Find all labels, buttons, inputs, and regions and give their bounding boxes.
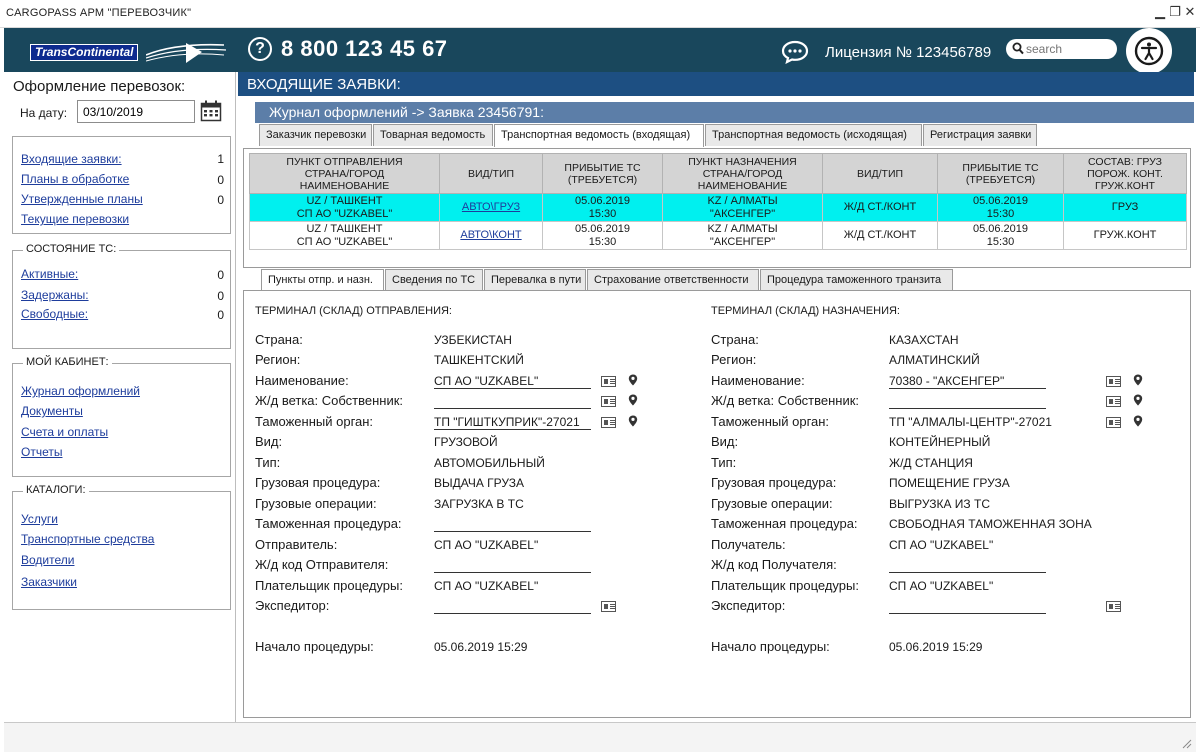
- close-icon[interactable]: ✕: [1184, 4, 1196, 19]
- tab-customs-transit[interactable]: Процедура таможенного транзита: [760, 269, 953, 291]
- departure-sender-label: Отправитель:: [255, 537, 338, 552]
- departure-kind-value: ГРУЗОВОЙ: [434, 435, 498, 449]
- sidebar-item-incoming-requests[interactable]: Входящие заявки:: [21, 152, 122, 166]
- cell-text: KZ / АЛМАТЫ "АКСЕНГЕР": [707, 222, 778, 248]
- sidebar-item-free[interactable]: Свободные:: [21, 307, 89, 321]
- sidebar-item-reports[interactable]: Отчеты: [21, 445, 63, 459]
- detail-tabs: [261, 269, 1191, 291]
- search-icon: [1012, 42, 1024, 55]
- table-cell: [543, 194, 663, 222]
- tab-vehicle-info[interactable]: Сведения по ТС: [385, 269, 483, 291]
- id-card-icon[interactable]: [1106, 376, 1121, 387]
- destination-rail-code-label: Ж/д код Получателя:: [711, 557, 837, 572]
- vehicle-status-group: [12, 243, 231, 349]
- column-header: [440, 154, 543, 194]
- destination-forwarder-underline: [889, 613, 1046, 614]
- free-count: 0: [217, 308, 224, 322]
- departure-name-label: Наименование:: [255, 373, 349, 388]
- header-text: ПУНКТ НАЗНАЧЕНИЯ СТРАНА/ГОРОД НАИМЕНОВАНИЕ: [688, 155, 797, 192]
- destination-country-label: Страна:: [711, 332, 759, 347]
- departure-type-label: Тип:: [255, 455, 281, 470]
- sidebar-item-approved-plans[interactable]: Утвержденные планы: [21, 192, 143, 206]
- destination-customs-label: Таможенный орган:: [711, 414, 830, 429]
- table-cell: [823, 194, 938, 222]
- transport-table: [249, 153, 1187, 250]
- departure-region-label: Регион:: [255, 352, 301, 367]
- departure-forwarder-label: Экспедитор:: [255, 598, 330, 613]
- breadcrumb: Журнал оформлений -> Заявка 23456791:: [255, 102, 1194, 123]
- tab-transport-outgoing[interactable]: Транспортная ведомость (исходящая): [705, 124, 922, 146]
- departure-country-value: УЗБЕКИСТАН: [434, 333, 512, 347]
- destination-kind-value: КОНТЕЙНЕРНЫЙ: [889, 435, 991, 449]
- cell-text: Ж/Д СТ./КОНТ: [843, 201, 917, 213]
- departure-kind-label: Вид:: [255, 434, 283, 449]
- map-pin-icon[interactable]: [1133, 415, 1143, 427]
- departure-name-underline: [434, 388, 591, 389]
- cell-text: 05.06.2019 15:30: [972, 194, 1029, 220]
- table-row[interactable]: [250, 194, 1187, 222]
- table-cell: [1064, 194, 1187, 222]
- id-card-icon[interactable]: [601, 376, 616, 387]
- table-cell: [938, 222, 1064, 250]
- tab-transshipment[interactable]: Перевалка в пути: [484, 269, 586, 291]
- departure-region-value: ТАШКЕНТСКИЙ: [434, 353, 524, 367]
- cell-text: 05.06.2019 15:30: [972, 222, 1029, 248]
- tab-registration[interactable]: Регистрация заявки: [923, 124, 1037, 146]
- logo-swoosh-icon: [146, 41, 228, 65]
- cell-text: 05.06.2019 15:30: [574, 222, 631, 248]
- requests-group: [12, 136, 231, 234]
- active-count: 0: [217, 268, 224, 282]
- id-card-icon[interactable]: [601, 601, 616, 612]
- sidebar-item-customers[interactable]: Заказчики: [21, 575, 77, 589]
- company-logo: [28, 41, 233, 65]
- sidebar-item-documents[interactable]: Документы: [21, 404, 83, 418]
- departure-country-label: Страна:: [255, 332, 303, 347]
- cell-text: UZ / ТАШКЕНТ СП АО "UZKABEL": [296, 222, 393, 248]
- transport-type-link[interactable]: АВТО\КОНТ: [460, 229, 522, 241]
- page-title: ВХОДЯЩИЕ ЗАЯВКИ:: [238, 72, 1194, 96]
- departure-rail-label: Ж/д ветка: Собственник:: [255, 393, 404, 408]
- header-text: ВИД/ТИП: [856, 167, 904, 180]
- table-cell: [440, 194, 543, 222]
- destination-payer-label: Плательщик процедуры:: [711, 578, 859, 593]
- departure-rail-code-label: Ж/д код Отправителя:: [255, 557, 389, 572]
- sidebar-title: Оформление перевозок:: [13, 78, 186, 95]
- transport-table-panel: [243, 148, 1191, 268]
- departure-cargo-ops-label: Грузовые операции:: [255, 496, 377, 511]
- destination-start-value: 05.06.2019 15:29: [889, 640, 983, 654]
- destination-title: ТЕРМИНАЛ (СКЛАД) НАЗНАЧЕНИЯ:: [711, 305, 900, 317]
- departure-sender-value: СП АО "UZKABEL": [434, 538, 539, 552]
- sidebar-item-current-transports[interactable]: Текущие перевозки: [21, 212, 130, 226]
- sidebar-item-detained[interactable]: Задержаны:: [21, 288, 89, 302]
- tab-goods-list[interactable]: Товарная ведомость: [373, 124, 493, 146]
- destination-rail-label: Ж/д ветка: Собственник:: [711, 393, 860, 408]
- cell-text: ГРУЗ: [1111, 201, 1139, 213]
- id-card-icon[interactable]: [1106, 396, 1121, 407]
- accessibility-icon[interactable]: [1126, 28, 1172, 74]
- minimize-icon[interactable]: ▁: [1155, 4, 1165, 19]
- window-title: CARGOPASS АРМ "ПЕРЕВОЗЧИК": [6, 7, 192, 19]
- column-header: [938, 154, 1064, 194]
- main-content: [238, 72, 1194, 722]
- sidebar-item-plans-processing[interactable]: Планы в обработке: [21, 172, 130, 186]
- window-titlebar: [0, 0, 1200, 28]
- header-text: ВИД/ТИП: [467, 167, 515, 180]
- points-detail-panel: [243, 290, 1191, 718]
- tab-customer[interactable]: Заказчик перевозки: [259, 124, 372, 146]
- departure-rail-underline: [434, 408, 591, 409]
- departure-cargo-procedure-value: ВЫДАЧА ГРУЗА: [434, 476, 525, 490]
- table-cell: [823, 222, 938, 250]
- table-row[interactable]: [250, 222, 1187, 250]
- map-pin-icon[interactable]: [628, 394, 638, 406]
- departure-customs-underline: [434, 429, 591, 430]
- table-cell: [938, 194, 1064, 222]
- incoming-requests-count: 1: [217, 152, 224, 166]
- table-cell: [250, 194, 440, 222]
- departure-payer-label: Плательщик процедуры:: [255, 578, 403, 593]
- map-pin-icon[interactable]: [1133, 374, 1143, 386]
- table-header-row: [250, 154, 1187, 194]
- date-label: На дату:: [20, 106, 68, 120]
- destination-name-label: Наименование:: [711, 373, 805, 388]
- map-pin-icon[interactable]: [1133, 394, 1143, 406]
- support-phone: 8 800 123 45 67: [281, 36, 448, 61]
- destination-cargo-ops-value: ВЫГРУЗКА ИЗ ТС: [889, 497, 991, 511]
- sidebar-item-invoices[interactable]: Счета и оплаты: [21, 425, 109, 439]
- id-card-icon[interactable]: [1106, 601, 1121, 612]
- departure-cargo-procedure-label: Грузовая процедура:: [255, 475, 381, 490]
- departure-customs-label: Таможенный орган:: [255, 414, 374, 429]
- destination-name-value[interactable]: 70380 - "АКСЕНГЕР": [889, 374, 1005, 388]
- status-bar: [4, 722, 1196, 752]
- cell-text: 05.06.2019 15:30: [574, 194, 631, 220]
- destination-forwarder-label: Экспедитор:: [711, 598, 786, 613]
- departure-name-value[interactable]: СП АО "UZKABEL": [434, 374, 539, 388]
- destination-rail-code-underline: [889, 572, 1046, 573]
- calendar-icon[interactable]: [200, 100, 222, 122]
- detained-count: 0: [217, 289, 224, 303]
- departure-customs-value[interactable]: ТП "ГИШТКУПРИК"-27021: [434, 415, 580, 429]
- sidebar: [4, 72, 236, 722]
- transport-type-link[interactable]: АВТО\ГРУЗ: [461, 201, 521, 213]
- destination-type-value: Ж/Д СТАНЦИЯ: [889, 456, 973, 470]
- sidebar-item-vehicles[interactable]: Транспортные средства: [21, 532, 155, 546]
- sidebar-item-services[interactable]: Услуги: [21, 512, 58, 526]
- cabinet-title: МОЙ КАБИНЕТ:: [23, 356, 112, 368]
- id-card-icon[interactable]: [601, 396, 616, 407]
- column-header: [1064, 154, 1187, 194]
- header-text: ПУНКТ ОТПРАВЛЕНИЯ СТРАНА/ГОРОД НАИМЕНОВАНИЕ: [286, 155, 403, 192]
- destination-rail-underline: [889, 408, 1046, 409]
- date-input[interactable]: [77, 100, 195, 123]
- column-header: [543, 154, 663, 194]
- id-card-icon[interactable]: [601, 417, 616, 428]
- catalogs-title: КАТАЛОГИ:: [23, 484, 89, 496]
- destination-customs-procedure-label: Таможенная процедура:: [711, 516, 858, 531]
- sidebar-item-journal[interactable]: Журнал оформлений: [21, 384, 140, 398]
- top-tabs: [259, 124, 1191, 146]
- vehicle-status-title: СОСТОЯНИЕ ТС:: [23, 243, 119, 255]
- destination-recipient-label: Получатель:: [711, 537, 786, 552]
- cell-text: KZ / АЛМАТЫ "АКСЕНГЕР": [707, 194, 778, 220]
- destination-kind-label: Вид:: [711, 434, 739, 449]
- destination-customs-value[interactable]: ТП "АЛМАЛЫ-ЦЕНТР"-27021: [889, 415, 1052, 429]
- approved-plans-count: 0: [217, 193, 224, 207]
- tab-insurance[interactable]: Страхование ответственности: [587, 269, 759, 291]
- header-text: СОСТАВ: ГРУЗ ПОРОЖ. КОНТ. ГРУЖ.КОНТ: [1087, 155, 1163, 192]
- map-pin-icon[interactable]: [628, 415, 638, 427]
- departure-forwarder-underline: [434, 613, 591, 614]
- departure-start-label: Начало процедуры:: [255, 639, 374, 654]
- departure-customs-procedure-label: Таможенная процедура:: [255, 516, 402, 531]
- tab-points[interactable]: Пункты отпр. и назн.: [261, 269, 384, 292]
- cell-text: Ж/Д СТ./КОНТ: [843, 229, 917, 241]
- destination-cargo-procedure-label: Грузовая процедура:: [711, 475, 837, 490]
- sidebar-item-drivers[interactable]: Водители: [21, 553, 75, 567]
- cell-text: UZ / ТАШКЕНТ СП АО "UZKABEL": [296, 194, 393, 220]
- table-cell: [543, 222, 663, 250]
- table-cell: [663, 194, 823, 222]
- departure-title: ТЕРМИНАЛ (СКЛАД) ОТПРАВЛЕНИЯ:: [255, 305, 452, 317]
- table-cell: [440, 222, 543, 250]
- destination-region-label: Регион:: [711, 352, 757, 367]
- destination-cargo-ops-label: Грузовые операции:: [711, 496, 833, 511]
- departure-payer-value: СП АО "UZKABEL": [434, 579, 539, 593]
- column-header: [250, 154, 440, 194]
- maximize-icon[interactable]: ❐: [1169, 4, 1181, 19]
- help-icon[interactable]: ?: [248, 37, 272, 61]
- chat-icon[interactable]: [781, 40, 809, 64]
- cabinet-group: [12, 356, 231, 477]
- departure-rail-code-underline: [434, 572, 591, 573]
- departure-cargo-ops-value: ЗАГРУЗКА В ТС: [434, 497, 524, 511]
- destination-region-value: АЛМАТИНСКИЙ: [889, 353, 980, 367]
- departure-start-value: 05.06.2019 15:29: [434, 640, 528, 654]
- logo-text: TransContinental: [30, 44, 138, 61]
- license-number: Лицензия № 123456789: [825, 44, 992, 61]
- column-header: [823, 154, 938, 194]
- column-header: [663, 154, 823, 194]
- search-input[interactable]: [1026, 41, 1112, 57]
- tab-transport-incoming[interactable]: Транспортная ведомость (входящая): [494, 124, 704, 147]
- app-header: [4, 28, 1196, 72]
- header-text: ПРИБЫТИЕ ТС (ТРЕБУЕТСЯ): [962, 161, 1039, 186]
- table-cell: [663, 222, 823, 250]
- destination-cargo-procedure-value: ПОМЕЩЕНИЕ ГРУЗА: [889, 476, 1010, 490]
- table-cell: [1064, 222, 1187, 250]
- plans-processing-count: 0: [217, 173, 224, 187]
- destination-payer-value: СП АО "UZKABEL": [889, 579, 994, 593]
- destination-recipient-value: СП АО "UZKABEL": [889, 538, 994, 552]
- header-text: ПРИБЫТИЕ ТС (ТРЕБУЕТСЯ): [564, 161, 641, 186]
- departure-customs-procedure-underline: [434, 531, 591, 532]
- destination-type-label: Тип:: [711, 455, 737, 470]
- destination-country-value: КАЗАХСТАН: [889, 333, 959, 347]
- cell-text: ГРУЖ.КОНТ: [1093, 229, 1157, 241]
- map-pin-icon[interactable]: [628, 374, 638, 386]
- destination-customs-procedure-value: СВОБОДНАЯ ТАМОЖЕННАЯ ЗОНА: [889, 517, 1092, 531]
- sidebar-item-active[interactable]: Активные:: [21, 267, 79, 281]
- catalogs-group: [12, 484, 231, 610]
- table-cell: [250, 222, 440, 250]
- departure-type-value: АВТОМОБИЛЬНЫЙ: [434, 456, 545, 470]
- search-box[interactable]: [1006, 39, 1117, 59]
- destination-start-label: Начало процедуры:: [711, 639, 830, 654]
- destination-name-underline: [889, 388, 1046, 389]
- id-card-icon[interactable]: [1106, 417, 1121, 428]
- resize-grip-icon[interactable]: [1182, 739, 1192, 749]
